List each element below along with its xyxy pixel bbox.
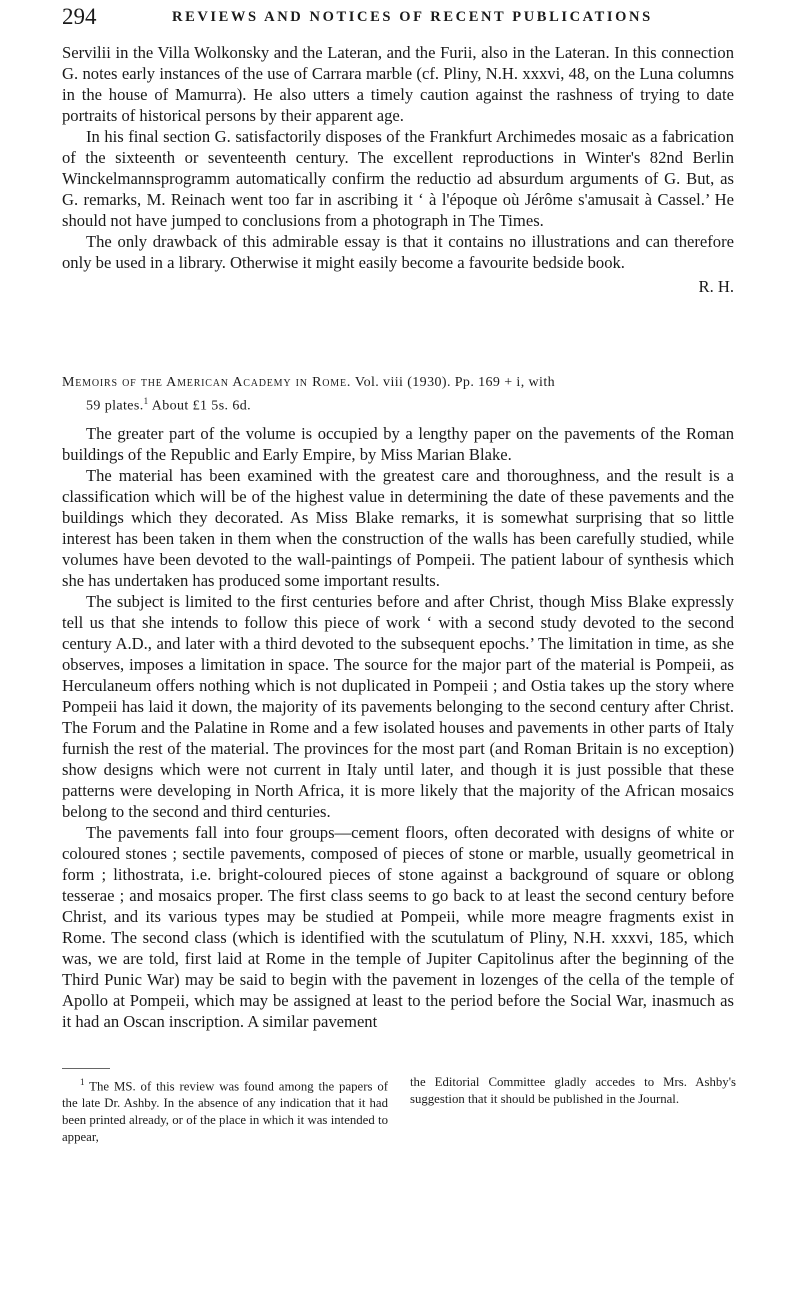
footnote-left-column	[62, 1074, 388, 1146]
paragraph: The pavements fall into four groups—cement floors, often decorated with designs of white or coloured stones ; sectile pavements, composed of pieces of stone or marble, usually geometrical in form ; lithostrata, i.e. bright-coloured pieces of stone against a background of square or oblong tesserae ; and mosaics proper. The first class seems to go back to at least the second century before Christ, and its various types may be studied at Pompeii, while more meagre fragments exist in Rome. The second class (which is identified with the scutulatum of Pliny, N.H. xxxvi, 185, which was, we are told, first laid at Rome in the temple of Jupiter Capitolinus after the beginning of the Third Punic War) may be said to begin with the pavement in lozenges of the cella of the temple of Apollo at Pompeii, which may be assigned at least to the period before the Social War, inasmuch as it had an Oscan inscription. A similar pavement	[62, 823, 734, 1031]
page-header	[62, 4, 734, 34]
footnote-number: 1	[80, 1077, 85, 1087]
footnote-divider	[62, 1068, 110, 1069]
paragraph: The greater part of the volume is occupied by a lengthy paper on the pavements of the Roman buildings of the Republic and Early Empire, by Miss Marian Blake.	[62, 424, 734, 464]
paragraph: The subject is limited to the first centuries before and after Christ, though Miss Blake expressly tell us that she intends to follow this piece of work ‘ with a second study devoted to the second century A.D., and later with a third devoted to the subsequent epochs.’ The limitation in time, as she observes, imposes a limitation in space. The source for the major part of the material is Pompeii, as Herculaneum offers nothing which is not duplicated in Pompeii ; and Ostia takes up the story where Pompeii has laid it down, the majority of its pavements belonging to the second century after Christ. The Forum and the Palatine in Rome and a few isolated houses and pavements in other parts of Italy furnish the rest of the material. The provinces for the most part (and Roman Britain is no exception) show designs which were not current in Italy until later, and though it is just possible that these patterns were developing in North Africa, it is more likely that the majority of the African mosaics belong to the second and third centuries.	[62, 592, 734, 821]
notice-heading	[62, 373, 734, 416]
notice-title: Memoirs of the American Academy in Rome.	[62, 375, 352, 390]
notice-details: Vol. viii (1930). Pp. 169 + i, with	[354, 375, 556, 390]
notice-price: About £1 5s. 6d.	[151, 398, 252, 414]
footnote-marker[interactable]: 1	[143, 396, 149, 406]
page-number: 294	[62, 4, 97, 29]
paragraph: In his final section G. satisfactorily disposes of the Frankfurt Archimedes mosaic as a fabrication of the sixteenth or seventeenth century. The excellent reproductions in Winter's 82nd Berlin Winckelmannsprogramm automatically confirm the reductio ad absurdum arguments of G. But, as G. remarks, M. Reinach went too far in ascribing it ‘ à l'époque où Jérôme s'amusait à Cassel.’ He should not have jumped to conclusions from a photograph in The Times.	[62, 127, 734, 230]
prior-review	[62, 42, 734, 297]
paragraph: The material has been examined with the greatest care and thoroughness, and the result is a classification which will be of the highest value in determining the date of these pavements and the buildings which they decorated. As Miss Blake remarks, it is somewhat surprising that so little interest has been taken in them when the construction of the walls has been carefully studied, while volumes have been devoted to the wall-paintings of Pompeii. The patient labour of synthesis which she has undertaken has produced some important results.	[62, 466, 734, 590]
paragraph: Servilii in the Villa Wolkonsky and the Lateran, and the Furii, also in the Lateran. In this connection G. notes early instances of the use of Carrara marble (cf. Pliny, N.H. xxxvi, 48, on the Luna columns in the house of Mamurra). He also utters a timely caution against the rashness of trying to date portraits of historical persons by their apparent age.	[62, 43, 734, 125]
running-head: REVIEWS AND NOTICES OF RECENT PUBLICATIONS	[172, 9, 653, 25]
paragraph: The only drawback of this admirable essay is that it contains no illustrations and can therefore only be used in a library. Otherwise it might easily become a favourite bedside book.	[62, 232, 734, 272]
footnote-text-left: The MS. of this review was found among the papers of the late Dr. Ashby. In the absence of any indication that it had been printed already, or of the place in which it was intended to appear,	[62, 1079, 388, 1145]
review-body	[62, 423, 734, 1032]
notice-plates: 59 plates.	[86, 398, 144, 414]
reviewer-signature: R. H.	[698, 277, 734, 296]
footnote-right-column: the Editorial Committee gladly accedes to Mrs. Ashby's suggestion that it should be published in the Journal.	[410, 1075, 736, 1106]
